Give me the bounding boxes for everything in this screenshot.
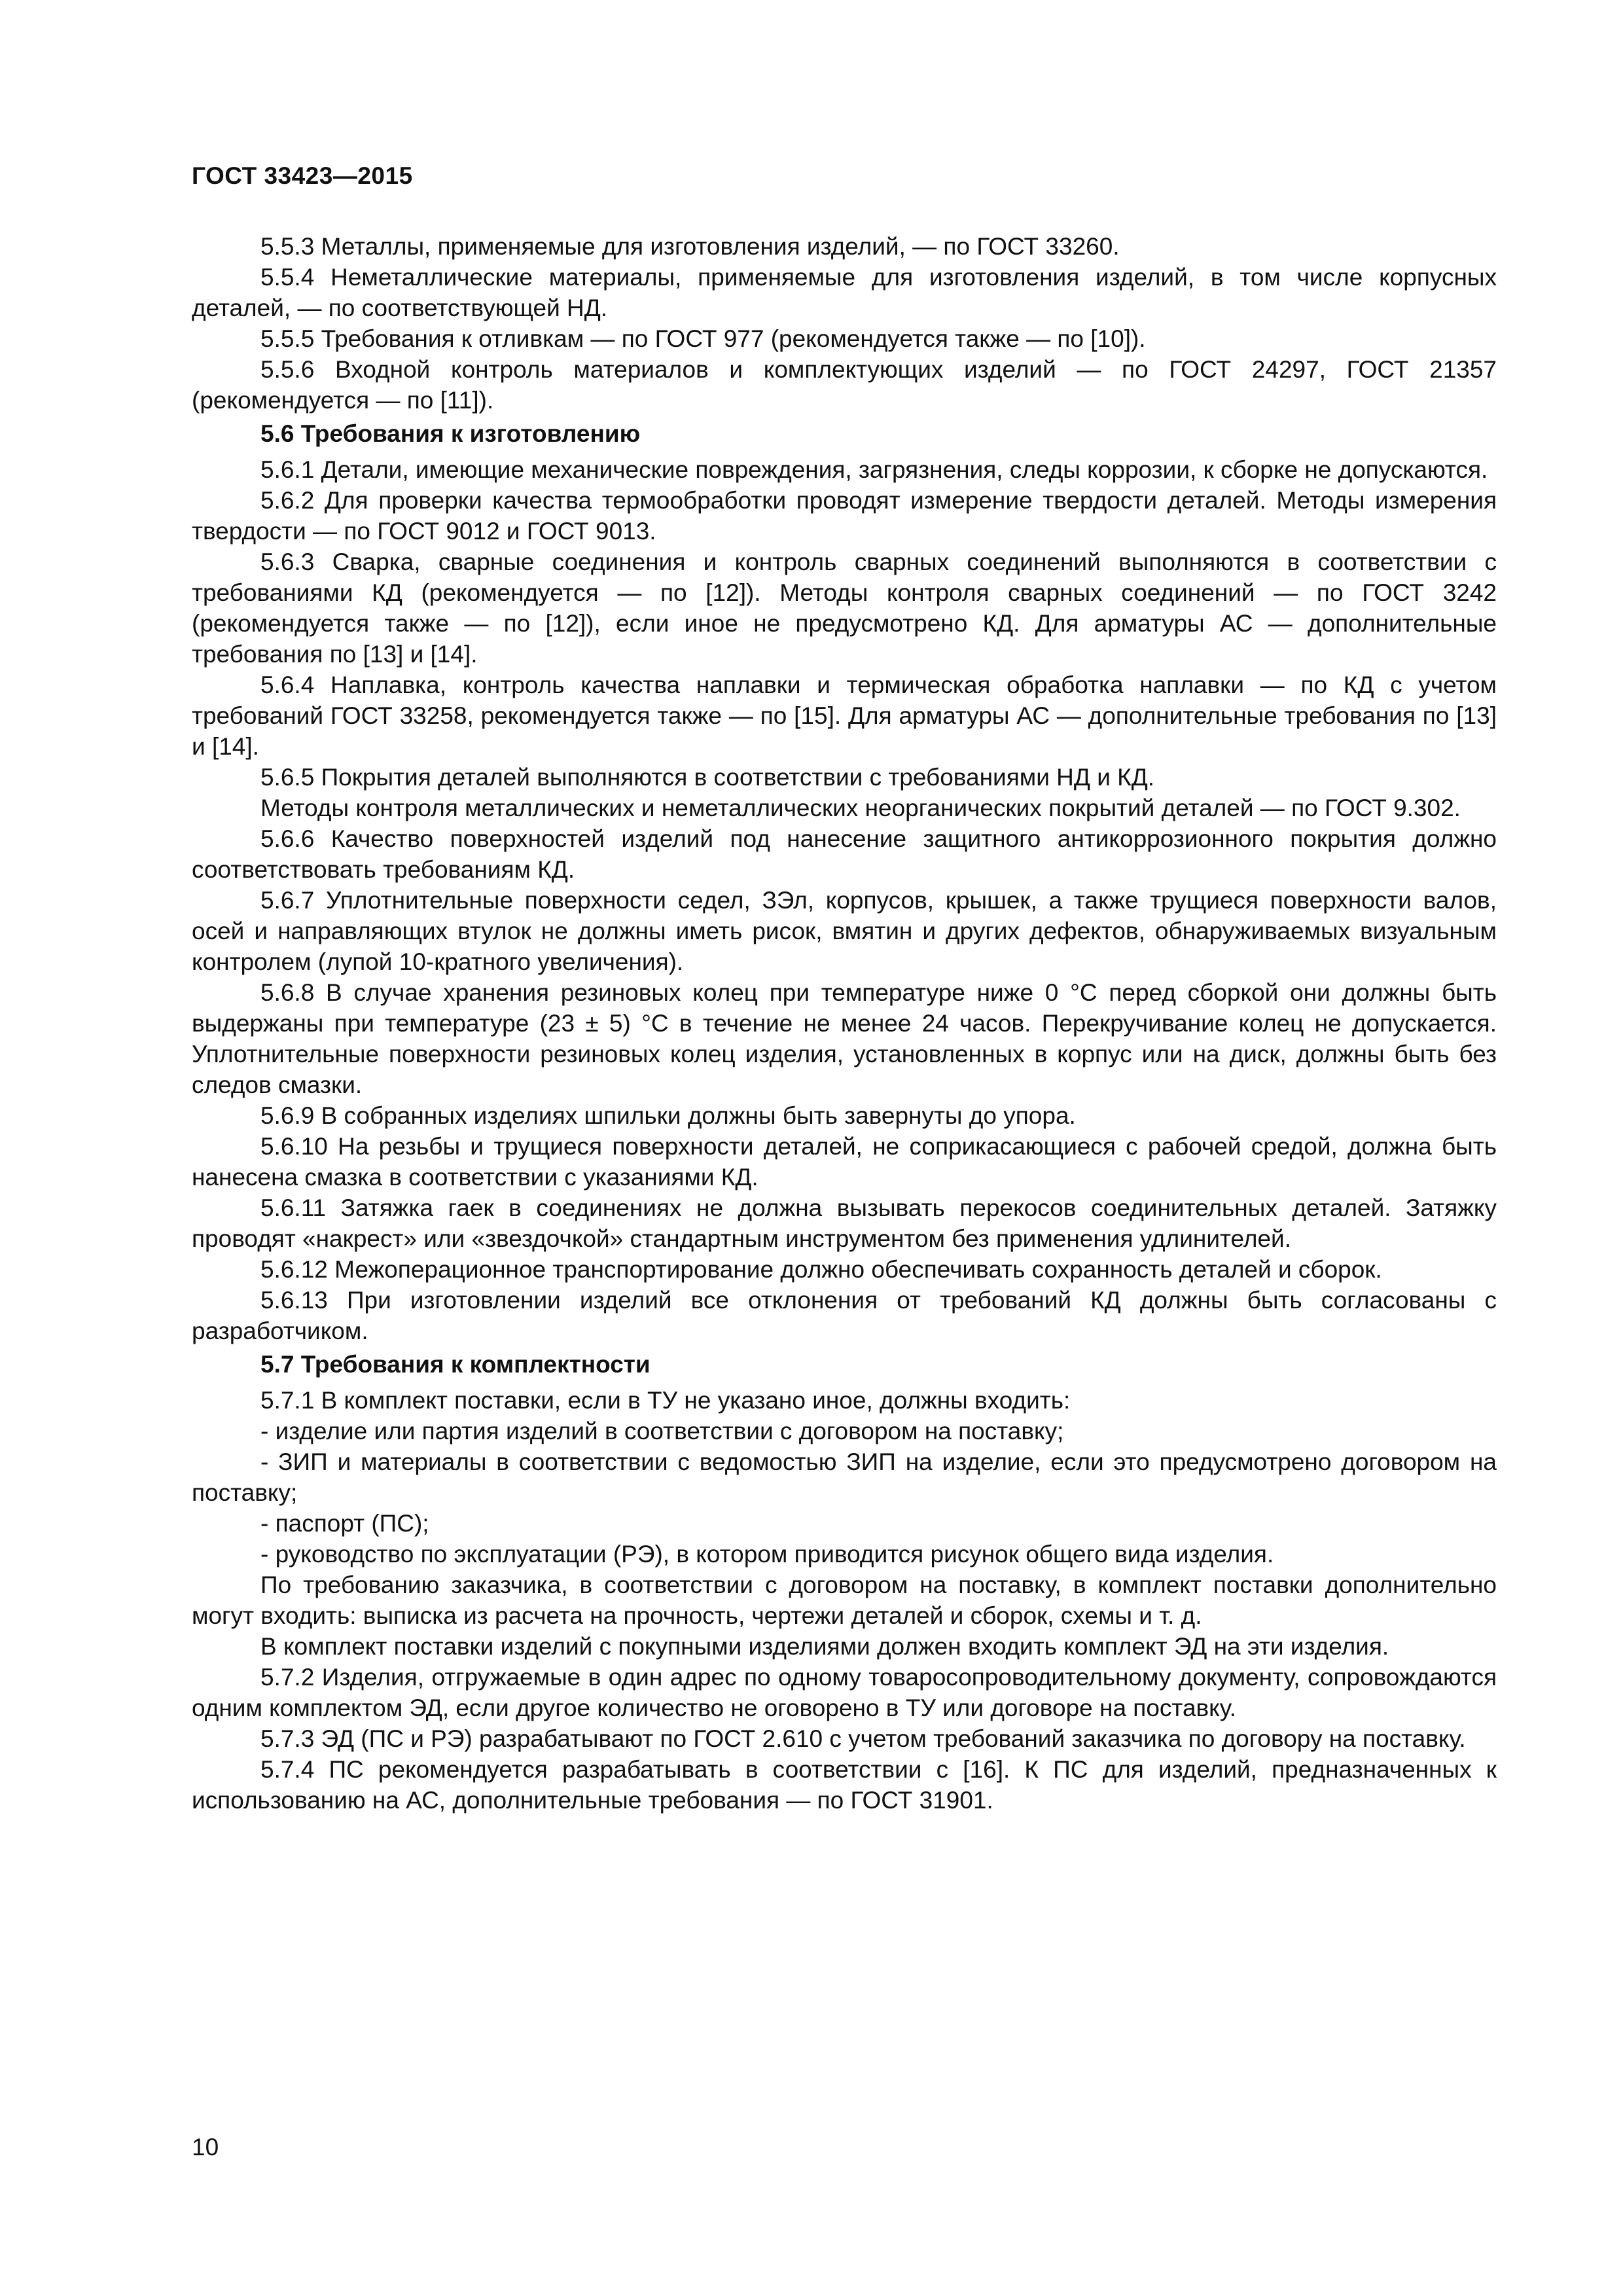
list-item: - руководство по эксплуатации (РЭ), в котором приводится рисунок общего вида изделия. xyxy=(260,1541,1274,1568)
clause-5-6-13: 5.6.13 При изготовлении изделий все отклонения от требований КД должны быть согласованы с разработчиком. xyxy=(192,1287,1497,1344)
clause-5-6-5: 5.6.5 Покрытия деталей выполняются в соответствии с требованиями НД и КД. xyxy=(260,764,1155,791)
clause-5-7-1-purchased: В комплект поставки изделий с покупными изделиями должен входить комплект ЭД на эти изделия. xyxy=(260,1633,1389,1660)
page-number: 10 xyxy=(192,2134,219,2161)
section-heading-5-7: 5.7 Требования к комплектности xyxy=(260,1351,651,1378)
document-header: ГОСТ 33423—2015 xyxy=(192,162,413,189)
clause-5-7-4: 5.7.4 ПС рекомендуется разрабатывать в соответствии с [16]. К ПС для изделий, предназначенных к использованию на АС, дополнительные требования — по ГОСТ 31901. xyxy=(192,1756,1497,1814)
list-item: - изделие или партия изделий в соответствии с договором на поставку; xyxy=(260,1418,1064,1444)
clause-5-6-12: 5.6.12 Межоперационное транспортирование должно обеспечивать сохранность деталей и сборок. xyxy=(260,1256,1382,1283)
clause-5-6-11: 5.6.11 Затяжка гаек в соединениях не должна вызывать перекосов соединительных деталей. Затяжку проводят «накрест» или «звездочкой» стандартным инструментом без применения удлинителей. xyxy=(192,1194,1497,1252)
clause-5-6-4: 5.6.4 Наплавка, контроль качества наплавки и термическая обработка наплавки — по КД с учетом требований ГОСТ 33258, рекомендуется также — по [15]. Для арматуры АС — дополнительные требования по [13] и [14]. xyxy=(192,672,1497,760)
clause-5-6-10: 5.6.10 На резьбы и трущиеся поверхности деталей, не соприкасающиеся с рабочей средой, должна быть нанесена смазка в соответствии с указаниями КД. xyxy=(192,1133,1497,1191)
section-heading-5-6: 5.6 Требования к изготовлению xyxy=(260,420,641,447)
clause-5-5-5: 5.5.5 Требования к отливкам — по ГОСТ 977 (рекомендуется также — по [10]). xyxy=(260,325,1146,352)
document-body xyxy=(192,231,1497,1816)
clause-5-6-9: 5.6.9 В собранных изделиях шпильки должны быть завернуты до упора. xyxy=(260,1102,1076,1129)
clause-5-6-3: 5.6.3 Сварка, сварные соединения и контроль сварных соединений выполняются в соответствии с требованиями КД (рекомендуется — по [12]). Методы контроля сварных соединений — по ГОСТ 3242 (рекомендуется также — по [12]), если иное не предусмотрено КД. Для арматуры АС — дополнительные требования по [13] и [14]. xyxy=(192,548,1497,668)
clause-5-7-1: 5.7.1 В комплект поставки, если в ТУ не указано иное, должны входить: xyxy=(260,1387,1071,1414)
list-item: - ЗИП и материалы в соответствии с ведомостью ЗИП на изделие, если это предусмотрено договором на поставку; xyxy=(192,1448,1497,1506)
clause-5-7-3: 5.7.3 ЭД (ПС и РЭ) разрабатывают по ГОСТ 2.610 с учетом требований заказчика по договору на поставку. xyxy=(260,1725,1466,1752)
clause-5-6-5-methods: Методы контроля металлических и неметаллических неорганических покрытий деталей — по ГОСТ 9.302. xyxy=(260,795,1461,821)
clause-5-5-6: 5.5.6 Входной контроль материалов и комплектующих изделий — по ГОСТ 24297, ГОСТ 21357 (рекомендуется — по [11]). xyxy=(192,356,1497,414)
clause-5-6-7: 5.6.7 Уплотнительные поверхности седел, ЗЭл, корпусов, крышек, а также трущиеся поверхности валов, осей и направляющих втулок не должны иметь рисок, вмятин и других дефектов, обнаруживаемых визуальным контролем (лупой 10-кратного увеличения). xyxy=(192,887,1497,975)
clause-5-6-1: 5.6.1 Детали, имеющие механические повреждения, загрязнения, следы коррозии, к сборке не допускаются. xyxy=(260,456,1488,483)
clause-5-5-3: 5.5.3 Металлы, применяемые для изготовления изделий, — по ГОСТ 33260. xyxy=(260,233,1120,260)
clause-5-7-2: 5.7.2 Изделия, отгружаемые в один адрес по одному товаросопроводительному документу, сопровождаются одним комплектом ЭД, если другое количество не оговорено в ТУ или договоре на поставку. xyxy=(192,1664,1497,1721)
clause-5-5-4: 5.5.4 Неметаллические материалы, применяемые для изготовления изделий, в том числе корпусных деталей, — по соответствующей НД. xyxy=(192,264,1497,321)
clause-5-6-2: 5.6.2 Для проверки качества термообработки проводят измерение твердости деталей. Методы измерения твердости — по ГОСТ 9012 и ГОСТ 9013. xyxy=(192,487,1497,545)
clause-5-6-6: 5.6.6 Качество поверхностей изделий под нанесение защитного антикоррозионного покрытия должно соответствовать требованиям КД. xyxy=(192,825,1497,883)
list-item: - паспорт (ПС); xyxy=(260,1510,429,1537)
clause-5-7-1-customer: По требованию заказчика, в соответствии с договором на поставку, в комплект поставки дополнительно могут входить: выписка из расчета на прочность, чертежи деталей и сборок, схемы и т. д. xyxy=(192,1571,1497,1629)
clause-5-6-8: 5.6.8 В случае хранения резиновых колец при температуре ниже 0 °С перед сборкой они должны быть выдержаны при температуре (23 ± 5) °С в течение не менее 24 часов. Перекручивание колец не допускается. Уплотнительные поверхности резиновых колец изделия, установленных в корпус или на диск, должны быть без следов смазки. xyxy=(192,979,1497,1098)
